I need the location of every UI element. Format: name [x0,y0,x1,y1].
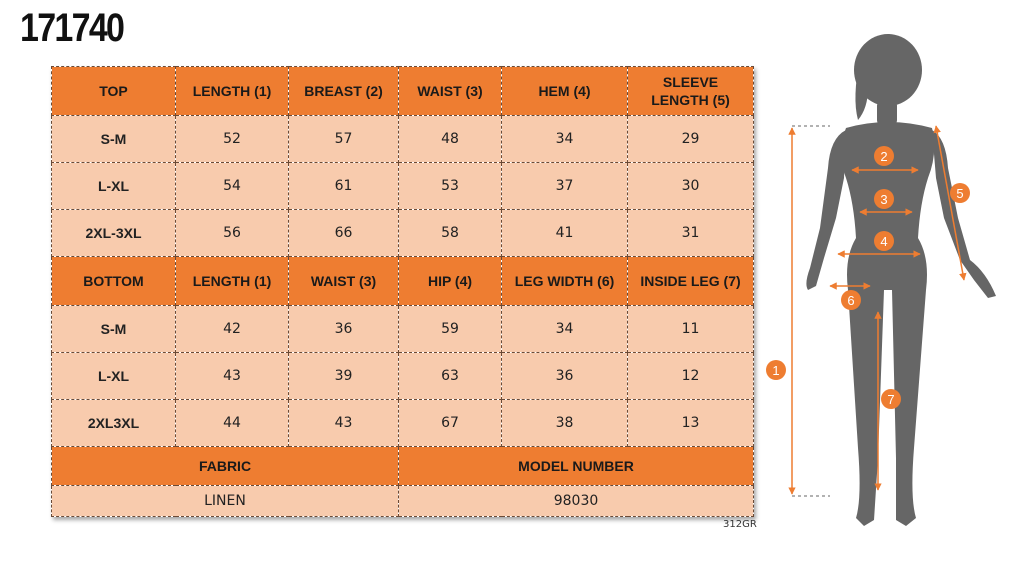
bottom-header-cell: LEG WIDTH (6) [502,257,628,306]
marker-2 [874,146,894,166]
table-cell: 30 [628,163,754,210]
table-cell: 36 [289,306,399,353]
table-cell: 58 [399,210,502,257]
table-cell: 48 [399,116,502,163]
table-cell: 37 [502,163,628,210]
svg-text:4: 4 [880,234,888,249]
size-label: L-XL [52,353,176,400]
table-cell: 12 [628,353,754,400]
table-cell: 31 [628,210,754,257]
table-cell: 63 [399,353,502,400]
model-number-value: 98030 [399,486,754,517]
table-row [52,116,754,163]
table-row [52,353,754,400]
table-cell: 59 [399,306,502,353]
bottom-header-cell: WAIST (3) [289,257,399,306]
marker-4 [874,231,894,251]
fabric-value: LINEN [52,486,399,517]
marker-3 [874,189,894,209]
body-silhouette [806,34,996,526]
product-code: 171740 [20,6,124,50]
table-cell: 44 [176,400,289,447]
top-header-cell: HEM (4) [502,67,628,116]
table-cell: 34 [502,306,628,353]
table-cell: 11 [628,306,754,353]
table-cell: 34 [502,116,628,163]
bottom-header-cell: HIP (4) [399,257,502,306]
table-cell: 29 [628,116,754,163]
top-header-cell: TOP [52,67,176,116]
bottom-header-cell: INSIDE LEG (7) [628,257,754,306]
size-label: L-XL [52,163,176,210]
top-header-cell [628,67,754,116]
marker-6 [841,290,861,310]
size-label: S-M [52,306,176,353]
table-row [52,210,754,257]
top-header-cell: WAIST (3) [399,67,502,116]
fabric-value-row [52,486,754,517]
svg-text:1: 1 [772,363,780,378]
table-cell: 36 [502,353,628,400]
size-label: 2XL-3XL [52,210,176,257]
size-chart-table [51,66,754,517]
marker-5 [950,183,970,203]
model-number-header: MODEL NUMBER [399,447,754,486]
bottom-header-cell: LENGTH (1) [176,257,289,306]
body-measurement-figure [760,28,1020,568]
reference-code: 312GR [723,519,757,530]
table-cell: 54 [176,163,289,210]
table-cell: 41 [502,210,628,257]
bottom-header-cell: BOTTOM [52,257,176,306]
table-cell: 56 [176,210,289,257]
table-cell: 67 [399,400,502,447]
table-cell: 39 [289,353,399,400]
table-row [52,163,754,210]
table-cell: 61 [289,163,399,210]
fabric-header-row [52,447,754,486]
svg-text:2: 2 [880,149,888,164]
table-cell: 66 [289,210,399,257]
table-row [52,400,754,447]
table-cell: 52 [176,116,289,163]
svg-text:3: 3 [880,192,888,207]
size-label: S-M [52,116,176,163]
table-cell: 43 [289,400,399,447]
marker-1 [766,360,786,380]
svg-text:6: 6 [847,293,855,308]
marker-7 [881,389,901,409]
bottom-header-row [52,257,754,306]
sleeve-length-header: SLEEVE LENGTH (5) [651,74,730,108]
table-cell: 42 [176,306,289,353]
top-header-cell: BREAST (2) [289,67,399,116]
svg-text:5: 5 [956,186,964,201]
top-header-cell: LENGTH (1) [176,67,289,116]
table-cell: 53 [399,163,502,210]
table-cell: 13 [628,400,754,447]
table-cell: 38 [502,400,628,447]
size-label: 2XL3XL [52,400,176,447]
svg-text:7: 7 [887,392,895,407]
table-cell: 43 [176,353,289,400]
fabric-header: FABRIC [52,447,399,486]
table-row [52,306,754,353]
top-header-row [52,67,754,116]
table-cell: 57 [289,116,399,163]
